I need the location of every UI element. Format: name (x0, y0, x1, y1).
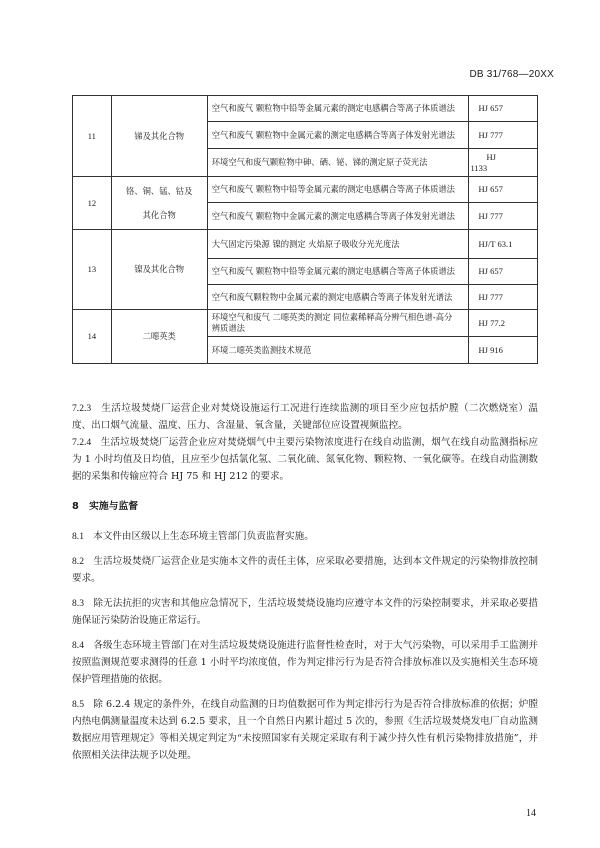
method-name: 空气和废气颗粒物中金属元素的测定电感耦合等离子体发射光谱法 (207, 285, 468, 310)
method-name-line: 辨质谱法 (211, 323, 245, 333)
standard-code: HJ 777 (468, 285, 538, 310)
clause-number: 8.2 (72, 556, 84, 567)
pollutant-item: 镍及其化合物 (111, 230, 207, 310)
body-text (72, 400, 538, 764)
clause-text: 生活垃圾焚烧厂运营企业应对焚烧烟气中主要污染物浓度进行在线自动监测，烟气在线自动监测指标应为 1 小时均值及日均值，且应至少包括氯化氢、二氧化硫、氮氧化物、颗粒物、一氧化碳等。在线自动监测数据的采集和传输应符合 HJ 75 和 HJ 212 的要求。 (72, 437, 538, 482)
method-name: 空气和废气 颗粒物中金属元素的测定电感耦合等离子体发射光谱法 (207, 203, 468, 230)
row-number: 12 (73, 177, 112, 230)
standard-code: HJ 916 (468, 337, 538, 364)
pollutant-item: 锑及其化合物 (111, 96, 207, 177)
clause-text: 除 6.2.4 规定的条件外，在线自动监测的日均值数据可作为判定排污行为是否符合排放标准的依据；炉膛内热电偶测量温度未达到 6.2.5 要求，且一个自然日内累计超过 5 次的，参照《生活垃圾焚烧发电厂自动监测数据应用管理规定》等相关规定判定为“未按照国家有关规定采取有利于减少持久性有机污染物排放措施”，并依照相关法律法规予以处理。 (72, 699, 538, 761)
section-number: 8 (72, 501, 79, 512)
clause-7-2-4 (72, 434, 538, 485)
clause-8-5 (72, 696, 538, 764)
clause-text: 除无法抗拒的灾害和其他应急情况下，生活垃圾焚烧设施均应遵守本文件的污染控制要求，并采取必要措施保证污染防治设施正常运行。 (72, 598, 538, 626)
row-number: 14 (73, 310, 112, 364)
method-name: 环境二噁英类监测技术规范 (207, 337, 468, 364)
section-title: 实施与监督 (89, 501, 139, 512)
clause-7-2-3 (72, 400, 538, 434)
method-name: 环境空气和废气颗粒物中砷、硒、铋、锑的测定原子荧光法 (207, 149, 468, 177)
pollutant-item-line: 铬、铜、锰、钴及 (126, 185, 193, 196)
clause-8-3 (72, 595, 538, 629)
method-name: 空气和废气 颗粒物中金属元素的测定电感耦合等离子体发射光谱法 (207, 122, 468, 149)
clause-number: 7.2.4 (72, 437, 92, 448)
monitoring-method-table (72, 95, 538, 364)
table-row (73, 96, 538, 122)
method-name: 大气固定污染源 镍的测定 火焰原子吸收分光光度法 (207, 230, 468, 259)
standard-code-line: HJ (486, 151, 496, 162)
method-name: 空气和废气 颗粒物中铅等金属元素的测定电感耦合等离子体质谱法 (207, 96, 468, 122)
section-heading (72, 498, 538, 515)
standard-code-line: 1133 (470, 162, 488, 173)
method-name: 空气和废气 颗粒物中铅等金属元素的测定电感耦合等离子体质谱法 (207, 259, 468, 285)
method-name (207, 310, 468, 337)
table-row (73, 177, 538, 203)
clause-number: 8.1 (72, 531, 84, 542)
document-code: DB 31/768—20XX (469, 69, 554, 80)
standard-code: HJ 77.2 (468, 310, 538, 337)
pollutant-item-line: 其化合物 (142, 209, 176, 220)
clause-text: 生活垃圾焚烧厂运营企业是实施本文件的责任主体，应采取必要措施，达到本文件规定的污染物排放控制要求。 (72, 556, 538, 584)
clause-number: 8.5 (72, 699, 84, 710)
standard-code: HJ/T 63.1 (468, 230, 538, 259)
table-row (73, 230, 538, 259)
clause-8-1 (72, 528, 538, 545)
standard-code: HJ 657 (468, 96, 538, 122)
pollutant-item: 二噁英类 (111, 310, 207, 364)
pollutant-item (111, 177, 207, 230)
method-name: 空气和废气 颗粒物中铅等金属元素的测定电感耦合等离子体质谱法 (207, 177, 468, 203)
clause-number: 7.2.3 (72, 403, 92, 414)
standard-code: HJ 777 (468, 122, 538, 149)
standard-code: HJ 657 (468, 177, 538, 203)
table-row (73, 310, 538, 337)
page-number: 14 (526, 808, 536, 819)
standard-code: HJ 777 (468, 203, 538, 230)
clause-number: 8.3 (72, 598, 84, 609)
standard-code: HJ 657 (468, 259, 538, 285)
clause-text: 生活垃圾焚烧厂运营企业对焚烧设施运行工况进行连续监测的项目至少应包括炉膛（二次燃烧室）温度、出口烟气流量、温度、压力、含湿量、氧含量，关键部位应设置视频监控。 (72, 403, 539, 431)
method-name-line: 环境空气和废气 二噁英类的测定 同位素稀释高分辨气相色谱-高分 (211, 312, 453, 322)
clause-8-2 (72, 553, 538, 587)
clause-text: 本文件由区级以上生态环境主管部门负责监督实施。 (93, 531, 314, 542)
clause-8-4 (72, 637, 538, 688)
row-number: 13 (73, 230, 112, 310)
clause-number: 8.4 (72, 640, 84, 651)
clause-text: 各级生态环境主管部门在对生活垃圾焚烧设施进行监督性检查时，对于大气污染物，可以采用手工监测并按照监测规范要求测得的任意 1 小时平均浓度值，作为判定排污行为是否符合排放标准以及实施相关生态环境保护管理措施的依据。 (72, 640, 538, 685)
standard-code (468, 149, 538, 177)
row-number: 11 (73, 96, 112, 177)
